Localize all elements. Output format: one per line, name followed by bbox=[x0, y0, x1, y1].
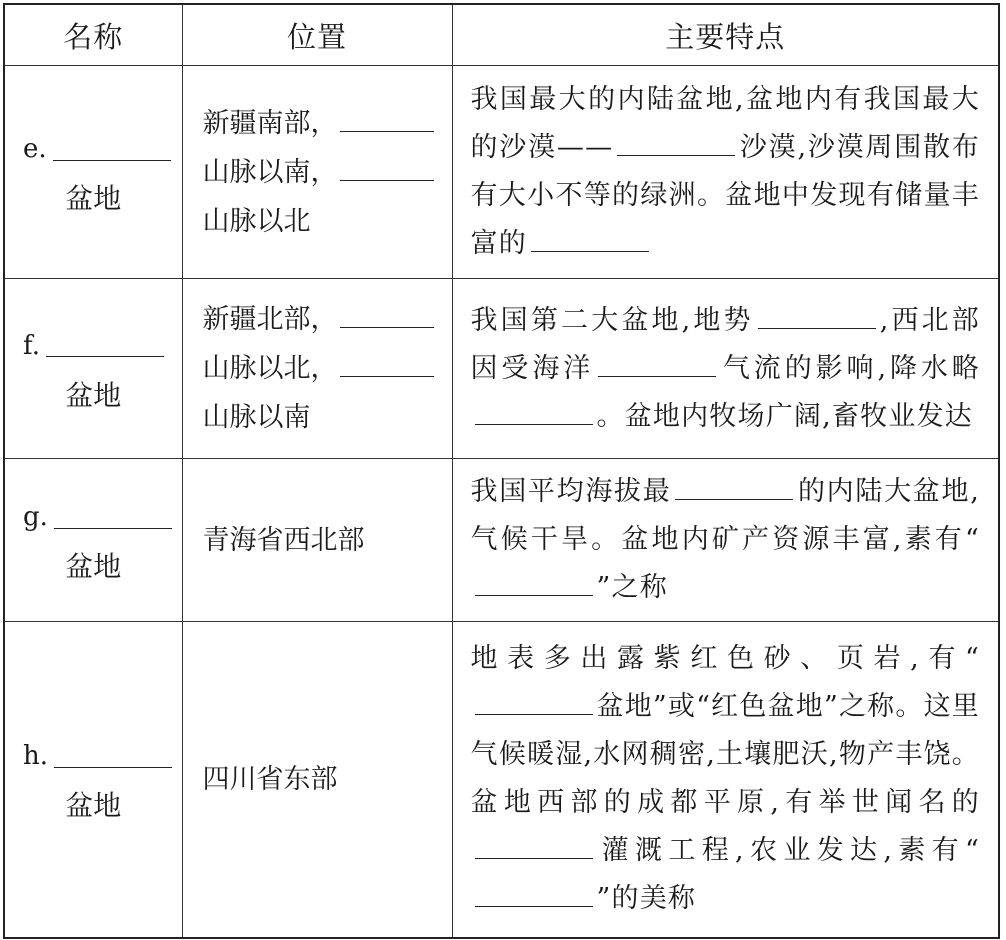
header-features: 主要特点 bbox=[452, 4, 999, 66]
blank-field[interactable] bbox=[340, 354, 434, 377]
features-cell-g bbox=[452, 459, 999, 622]
location-text: 新疆南部， bbox=[202, 107, 338, 139]
name-cell-f bbox=[4, 279, 182, 459]
blank-field[interactable] bbox=[46, 334, 164, 357]
blank-field[interactable] bbox=[617, 133, 735, 156]
feature-text: 。盆地内牧场广阔,畜牧业发达 bbox=[596, 400, 973, 432]
row-letter: g. bbox=[23, 502, 48, 532]
table-row-g bbox=[4, 459, 999, 622]
row-letter: f. bbox=[23, 330, 40, 361]
location-cell-h bbox=[182, 622, 452, 938]
blank-field[interactable] bbox=[475, 884, 593, 907]
name-suffix: 盆地 bbox=[65, 182, 122, 215]
feature-text: ,西北部因受海洋 bbox=[470, 304, 980, 384]
blank-field[interactable] bbox=[54, 745, 172, 768]
name-cell-e bbox=[4, 66, 182, 279]
basin-table bbox=[3, 3, 1000, 939]
blank-field[interactable] bbox=[475, 402, 593, 425]
feature-text: 的内陆大盆地,气候干旱。盆地内矿产资源丰富,素有“ bbox=[470, 476, 981, 555]
blank-field[interactable] bbox=[340, 109, 434, 132]
name-suffix: 盆地 bbox=[65, 550, 122, 583]
table-row-e bbox=[4, 66, 999, 279]
location-text: 山脉以北， bbox=[202, 353, 338, 384]
location-cell-e bbox=[182, 66, 452, 279]
location-cell-f bbox=[182, 279, 452, 459]
blank-field[interactable] bbox=[475, 573, 593, 596]
table-row-h bbox=[4, 622, 999, 938]
feature-text: 我国第二大盆地,地势 bbox=[470, 304, 754, 336]
feature-text: 我国平均海拔最 bbox=[470, 476, 672, 507]
blank-field[interactable] bbox=[475, 692, 593, 715]
feature-text: 气流的影响,降水略 bbox=[720, 352, 980, 384]
features-cell-e bbox=[452, 66, 999, 279]
blank-field[interactable] bbox=[531, 229, 649, 252]
location-cell-g bbox=[182, 459, 452, 622]
blank-field[interactable] bbox=[758, 306, 876, 329]
header-row bbox=[4, 4, 999, 66]
location-text: 四川省东部 bbox=[202, 763, 338, 795]
feature-text: ”之称 bbox=[596, 572, 668, 603]
name-suffix: 盆地 bbox=[65, 789, 122, 823]
location-text: 山脉以北 bbox=[202, 205, 311, 237]
feature-text: 盆地”或“红色盆地”之称。这里气候暖湿,水网稠密,土壤肥沃,物产丰饶。盆地西部的成都平原,有举世闻名的 bbox=[470, 691, 980, 819]
location-text: 青海省西北部 bbox=[202, 524, 365, 556]
blank-field[interactable] bbox=[675, 477, 793, 500]
name-cell-h bbox=[4, 622, 182, 938]
blank-field[interactable] bbox=[475, 836, 593, 859]
features-cell-h bbox=[452, 622, 999, 938]
location-text: 新疆北部， bbox=[202, 304, 338, 335]
table-row-f bbox=[4, 279, 999, 459]
header-location: 位置 bbox=[182, 4, 452, 66]
feature-text: ”的美称 bbox=[596, 883, 697, 915]
feature-text: 地表多出露紫红色砂、页岩,有“ bbox=[470, 643, 980, 675]
feature-text: 灌溉工程,农业发达,素有“ bbox=[596, 835, 980, 867]
blank-field[interactable] bbox=[53, 138, 171, 161]
name-suffix: 盆地 bbox=[65, 378, 122, 412]
location-text: 山脉以南， bbox=[202, 156, 338, 188]
features-cell-f bbox=[452, 279, 999, 459]
location-text: 山脉以南 bbox=[202, 402, 311, 433]
row-letter: e. bbox=[23, 134, 47, 164]
feature-text: 我国最大的内陆盆地,盆地内有我国最大的沙漠—— bbox=[470, 84, 980, 163]
blank-field[interactable] bbox=[340, 305, 434, 328]
blank-field[interactable] bbox=[54, 506, 172, 529]
blank-field[interactable] bbox=[340, 158, 434, 181]
header-name: 名称 bbox=[4, 4, 182, 66]
feature-text: 沙漠,沙漠周围散布有大小不等的绿洲。盆地中发现有储量丰富的 bbox=[470, 132, 980, 259]
row-letter: h. bbox=[23, 741, 49, 772]
blank-field[interactable] bbox=[598, 354, 716, 377]
name-cell-g bbox=[4, 459, 182, 622]
